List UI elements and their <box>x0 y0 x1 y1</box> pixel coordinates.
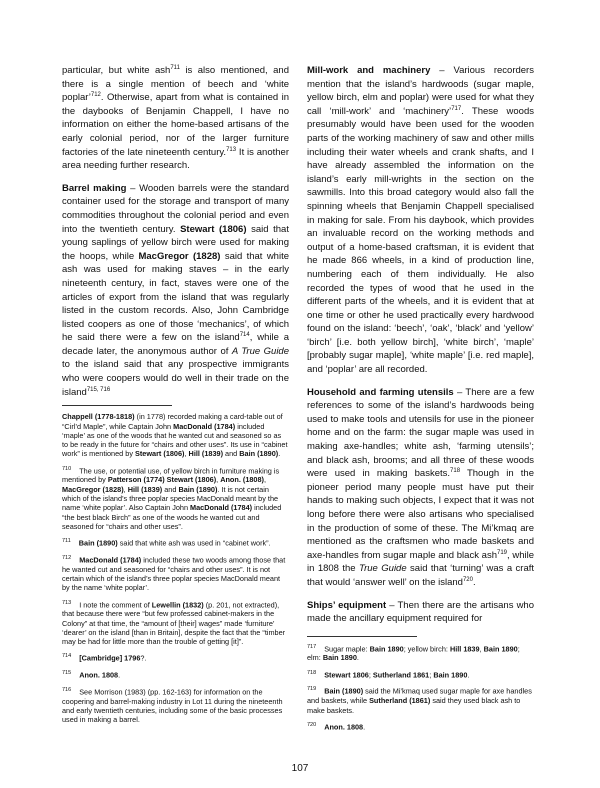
right-column <box>307 64 534 738</box>
footnote-714: $^{714}$ [Cambridge] 1796?. <box>62 653 147 663</box>
footnote-continued: Chappell (1778-1818) (in 1778) recorded making a card-table out of “Cirl’d Maple”, while Captain John MacDonald (1784) included ‘maple’ as one of the woods that he wanted cut and seasoned so as to be ready in the future for “chairs and other uses”. Its use in “cabinet work” is mentioned by Stewart (1806), Hill (1839) and Bain (1890). <box>62 412 288 459</box>
paragraph-household-utensils: Household and farming utensils – There are a few references to some of the island’s hardwoods being used to make tools and utensils for use in the pioneer home and on the farm: the sugar maple was used in making axe-handles; white ash, ‘farming utensils’; and black ash, brooms; and all three of these woods were used in making baskets.$^{718}$ Though in the pioneer period many people must have put their hands to making such objects, I expect that it was not long before there were also artisans who specialised in the production of some of these. The Mi’kmaq are mentioned as the craftsmen who made baskets and axe-handles from sugar maple and black ash$^{719}$, while in 1808 the True Guide said that ‘turning’ was a craft that would ‘answer well’ on the island$^{720}$. <box>307 386 535 588</box>
footnote-717: $^{717}$ Sugar maple: Bain 1890; yellow birch: Hill 1839, Bain 1890; elm: Bain 1890. <box>307 643 520 663</box>
footnote-711: $^{711}$ Bain (1890) said that white ash was used in “cabinet work”. <box>62 538 271 548</box>
footnote-divider <box>62 405 172 406</box>
footnote-710: $^{710}$ The use, or potential use, of yellow birch in furniture making is mentioned by Patterson (1774) Stewart (1806), Anon. (1808), MacGregor (1828), Hill (1839) and Bain (1890). It is not certain which of the island’s three poplar species MacDonald meant by the name ‘white poplar’. Also Captain John MacDonald (1784) included “the best black Birch” as one of the woods he wanted cut and seasoned for “chairs and other uses”. <box>62 465 282 531</box>
footnote-719: $^{719}$ Bain (1890) said the Mi’kmaq used sugar maple for axe handles and baskets, while Sutherland (1861) said they used black ash to make baskets. <box>307 686 532 715</box>
footnotes-right <box>307 643 534 732</box>
footnote-divider <box>307 636 417 637</box>
paragraph-intro: particular, but white ash$^{711}$ is also mentioned, and there is a single mention of beech and ‘white poplar’$^{712}$. Otherwise, apart from what is contained in the daybooks of Benjamin Chappell, I have no information on either the home-based artisans of the early colonial period, nor of the larger furniture factories of the late nineteenth century.$^{713}$ It is another area needing further research. <box>62 64 289 172</box>
left-column <box>62 64 289 731</box>
footnote-716: $^{716}$ See Morrison (1983) (pp. 162-163) for information on the coopering and barrel-making industry in Lot 11 during the nineteenth and early twentieth centuries, including some of the basic processes used in making a barrel. <box>62 686 283 725</box>
footnote-718: $^{718}$ Stewart 1806; Sutherland 1861; Bain 1890. <box>307 669 470 680</box>
paragraph-barrel-making: Barrel making – Wooden barrels were the standard container used for the storage and transport of many commodities throughout the colonial period and even into the twentieth century. Stewart (1806) said that young saplings of yellow birch were used for making the hoops, while MacGregor (1828) said that white ash was used for making staves – in the early nineteenth century, in fact, staves were one of the articles of export from the island that was regularly listed in the custom records. Also, John Cambridge listed coopers as one of those ‘mechanics’, of which he said there were a few on the island$^{714}$, while a decade later, the anonymous author of A True Guide to the island said that any prospective immigrants who were coopers would do well in their trade on the island$^{715, 716}$ <box>62 182 289 398</box>
heading-household-utensils: Household and farming utensils <box>307 386 454 398</box>
footnote-715: $^{715}$ Anon. 1808. <box>62 670 121 680</box>
page-number: 107 <box>291 763 309 774</box>
footnote-712: $^{712}$ MacDonald (1784) included these two woods among those that he wanted cut and seasoned for “chairs and other uses”. It is not certain which of the island’s three poplar species MacDonald meant by the name ‘white poplar’. <box>62 554 286 593</box>
footnote-713: $^{713}$ I note the comment of Lewellin (1832) (p. 201, not extracted), that because there were “but few professed cabinet-makers in the Colony” at that time, the “amount of [their] wages” made ‘furniture’ ‘dearer’ on the island [than in Britain], despite the fact that the “timber may be had for little more than the trouble of getting [it]”. <box>62 599 286 647</box>
heading-barrel-making: Barrel making <box>62 182 127 194</box>
footnotes-left <box>62 412 289 724</box>
heading-ships-equipment: Ships’ equipment <box>307 599 387 611</box>
paragraph-ships-equipment: Ships’ equipment – Then there are the artisans who made the ancillary equipment required for <box>307 599 534 625</box>
heading-mill-work: Mill-work and machinery <box>307 65 431 76</box>
paragraph-mill-work: Mill-work and machinery – Various recorders mention that the island’s hardwoods (sugar maple, yellow birch, elm and poplar) were used for what they call ‘mill-work’ and ‘machinery’$^{717}$. These woods presumably would have been used for the wooden parts of the working machinery of saw and other mills including their water wheels and crank shafts, and I have already assembled the information on the island’s early mill-wrights in the section on the sawmills. Into this broad category would also fall the spinning wheels that Benjamin Chappell specialised in making for sale. From his daybook, which provides an invaluable record on the working methods and output of a home-based craftsman, it is evident that he made 866 wheels, in a kind of production line, numbering each of them individually. He also recorded the types of wood that he used in the different parts of the wheels, and it is evident that at one time or other he used practically every hardwood found on the island: ‘beech’, ‘oak’, ‘black’ and ‘yellow’ ‘birch’ [i.e. both yellow birch], ‘white birch’, ‘maple’ [probably sugar maple], ‘white maple’ [i.e. red maple], and ‘poplar’ are all recorded. <box>307 65 534 376</box>
footnote-720: $^{720}$ Anon. 1808. <box>307 721 366 732</box>
